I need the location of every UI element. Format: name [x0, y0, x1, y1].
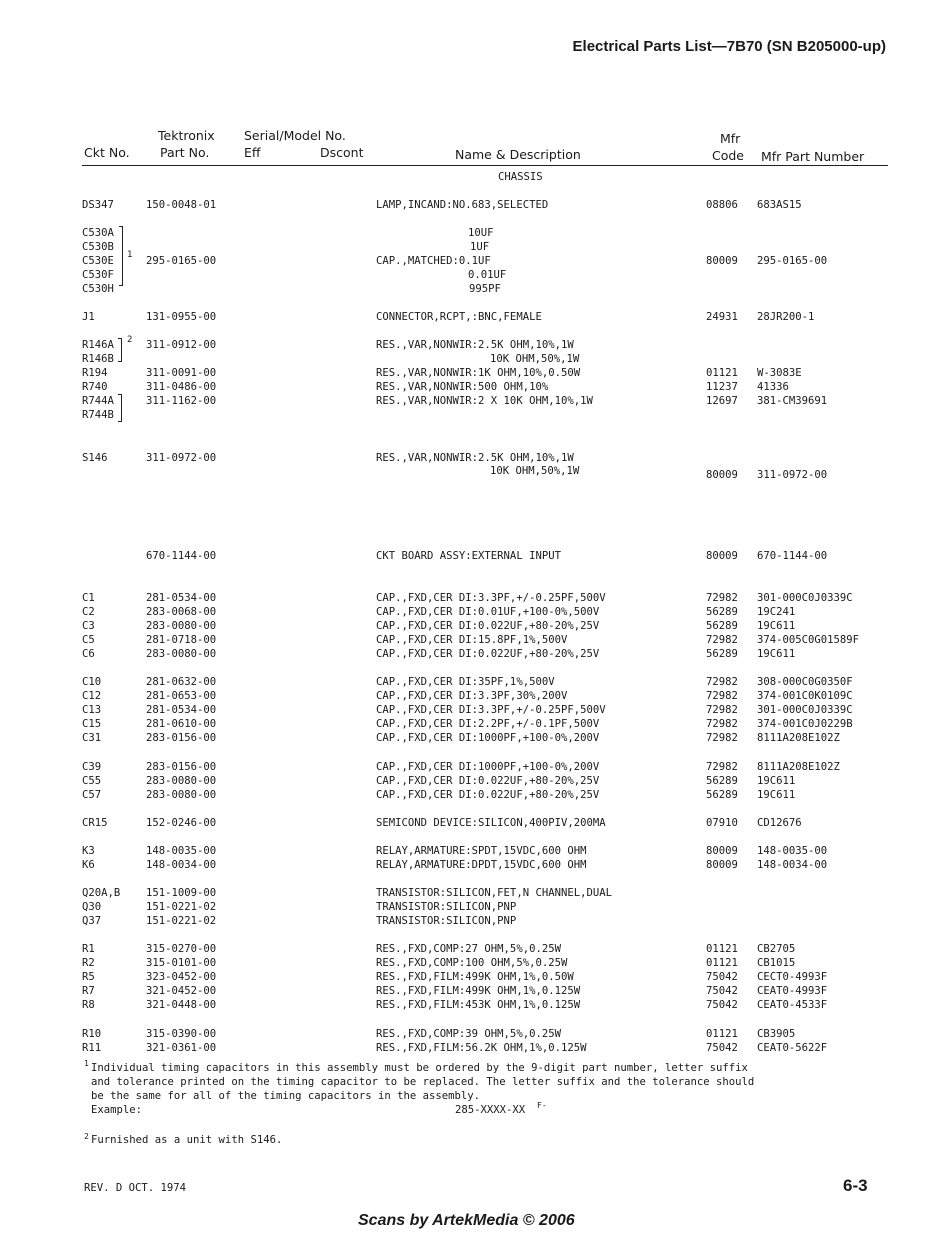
cell-desc: CAP.,FXD,CER DI:2.2PF,+/-0.1PF,500V [376, 718, 600, 730]
cell-mfrpn: CB3905 [757, 1028, 796, 1040]
c530-value: 995PF [469, 283, 501, 295]
cell-part: 283-0080-00 [146, 648, 217, 660]
col-dscont: Dscont [320, 145, 364, 160]
cell-part: 283-0080-00 [146, 789, 217, 801]
cell-mfrpn: 41336 [757, 381, 789, 393]
cell-ckt: C39 [82, 761, 102, 773]
c530-value: 1UF [470, 241, 490, 253]
cell-mfrpn: CEAT0-4533F [757, 999, 828, 1011]
cell-mfr: 72982 [706, 676, 738, 688]
footnote-2-mark: 2 [84, 1132, 89, 1141]
cell-mfrpn: 381-CM39691 [757, 395, 828, 407]
cell-desc: CAP.,FXD,CER DI:1000PF,+100-0%,200V [376, 732, 600, 744]
cell-ckt: R194 [82, 367, 108, 379]
cell-mfr: 75042 [706, 999, 738, 1011]
cell-mfrpn: 374-005C0G01589F [757, 634, 860, 646]
cell-part: 670-1144-00 [146, 550, 217, 562]
cell-mfr: 80009 [706, 845, 738, 857]
cell-mfr: 01121 [706, 367, 738, 379]
cell-mfrpn: 670-1144-00 [757, 550, 828, 562]
footnote-ref: 2 [127, 335, 133, 345]
cell-ckt: C13 [82, 704, 102, 716]
cell-ckt: C55 [82, 775, 102, 787]
cell-ckt: Q30 [82, 901, 102, 913]
footnote-ref: 1 [127, 250, 133, 260]
cell-ckt: K6 [82, 859, 95, 871]
cell-part: 321-0452-00 [146, 985, 217, 997]
cell-desc: RES.,FXD,FILM:499K OHM,1%,0.125W [376, 985, 581, 997]
cell-desc: RES.,VAR,NONWIR:2.5K OHM,10%,1W [376, 452, 574, 464]
cell-part: 321-0448-00 [146, 999, 217, 1011]
cell-mfrpn: 374-001C0J0229B [757, 718, 853, 730]
cell-mfr: 01121 [706, 943, 738, 955]
cell-mfrpn: CB2705 [757, 943, 796, 955]
cell-ckt: R8 [82, 999, 95, 1011]
cell-desc: TRANSISTOR:SILICON,PNP [376, 915, 517, 927]
cell-part: 150-0048-01 [146, 199, 217, 211]
cell-mfrpn: CECT0-4993F [757, 971, 828, 983]
cell-mfrpn: 148-0035-00 [757, 845, 828, 857]
cell-ckt: R146B [82, 353, 114, 365]
col-tektronix: Tektronix [158, 128, 215, 143]
cell-mfrpn: 8111A208E102Z [757, 761, 840, 773]
cell-ckt: C15 [82, 718, 102, 730]
cell-mfr: 24931 [706, 311, 738, 323]
cell-part: 281-0632-00 [146, 676, 217, 688]
cell-mfrpn: 301-000C0J0339C [757, 704, 853, 716]
cell-desc: CAP.,FXD,CER DI:0.022UF,+80-20%,25V [376, 648, 600, 660]
cell-desc: CAP.,FXD,CER DI:15.8PF,1%,500V [376, 634, 568, 646]
cell-ckt: R146A [82, 339, 114, 351]
cell-part: 323-0452-00 [146, 971, 217, 983]
cell-ckt: R1 [82, 943, 95, 955]
c530-value: 10UF [468, 227, 494, 239]
cell-ckt: R5 [82, 971, 95, 983]
page-number: 6-3 [843, 1176, 868, 1195]
cell-part: 281-0534-00 [146, 592, 217, 604]
cell-desc: RES.,VAR,NONWIR:2 X 10K OHM,10%,1W [376, 395, 593, 407]
cell-part: 283-0156-00 [146, 761, 217, 773]
cell-ckt: C530E [82, 255, 114, 267]
cell-ckt: CR15 [82, 817, 108, 829]
cell-desc: RES.,VAR,NONWIR:500 OHM,10% [376, 381, 549, 393]
cell-part: 311-0912-00 [146, 339, 217, 351]
cell-part: 283-0156-00 [146, 732, 217, 744]
revision-date: REV. D OCT. 1974 [84, 1182, 187, 1194]
cell-mfrpn: CEAT0-4993F [757, 985, 828, 997]
cell-part: 311-0972-00 [146, 452, 217, 464]
c530-bracket [119, 226, 123, 286]
cell-ckt: R744A [82, 395, 114, 407]
cell-desc: RES.,VAR,NONWIR:1K OHM,10%,0.50W [376, 367, 581, 379]
cell-mfr: 80009 [706, 469, 738, 481]
cell-ckt: C530A [82, 227, 114, 239]
cell-part: 311-1162-00 [146, 395, 217, 407]
cell-ckt: C3 [82, 620, 95, 632]
cell-ckt: C12 [82, 690, 102, 702]
cell-desc: RES.,FXD,COMP:39 OHM,5%,0.25W [376, 1028, 561, 1040]
cell-desc: CKT BOARD ASSY:EXTERNAL INPUT [376, 550, 561, 562]
cell-part: 295-0165-00 [146, 255, 217, 267]
c530-value: 0.01UF [468, 269, 507, 281]
footnote-1-line: Individual timing capacitors in this assembly must be ordered by the 9-digit part number, letter suffix [91, 1062, 748, 1074]
cell-ckt: J1 [82, 311, 95, 323]
cell-mfr: 72982 [706, 690, 738, 702]
cell-desc: CAP.,FXD,CER DI:3.3PF,+/-0.25PF,500V [376, 704, 606, 716]
col-ckt-no: Ckt No. [84, 145, 130, 160]
cell-desc: CAP.,FXD,CER DI:0.022UF,+80-20%,25V [376, 775, 600, 787]
cell-mfr: 01121 [706, 957, 738, 969]
example-suffix: F- [537, 1101, 547, 1110]
cell-mfr: 56289 [706, 648, 738, 660]
cell-desc: RELAY,ARMATURE:DPDT,15VDC,600 OHM [376, 859, 587, 871]
cell-part: 131-0955-00 [146, 311, 217, 323]
footnote-1-line: be the same for all of the timing capacitors in the assembly. [91, 1090, 481, 1102]
col-eff: Eff [244, 145, 261, 160]
example-value: 285-XXXX-XX [455, 1104, 526, 1116]
cell-desc: CAP.,FXD,CER DI:0.022UF,+80-20%,25V [376, 620, 600, 632]
cell-ckt: C5 [82, 634, 95, 646]
cell-part: 315-0101-00 [146, 957, 217, 969]
cell-mfr: 72982 [706, 761, 738, 773]
cell-mfrpn: 19C611 [757, 775, 796, 787]
cell-ckt: C530F [82, 269, 114, 281]
cell-mfrpn: 19C241 [757, 606, 796, 618]
cell-desc: CONNECTOR,RCPT,:BNC,FEMALE [376, 311, 542, 323]
cell-ckt: C2 [82, 606, 95, 618]
cell-mfr: 56289 [706, 620, 738, 632]
cell-desc: RES.,FXD,COMP:100 OHM,5%,0.25W [376, 957, 568, 969]
r744-bracket [118, 394, 122, 422]
header-rule [82, 165, 888, 166]
cell-part: 315-0390-00 [146, 1028, 217, 1040]
col-part-no: Part No. [160, 145, 210, 160]
cell-mfrpn: W-3083E [757, 367, 802, 379]
cell-mfrpn: 374-001C0K0109C [757, 690, 853, 702]
cell-part: 283-0080-00 [146, 620, 217, 632]
cell-desc: CAP.,FXD,CER DI:35PF,1%,500V [376, 676, 555, 688]
col-mfr-part-number: Mfr Part Number [761, 149, 865, 164]
cell-part: 148-0035-00 [146, 845, 217, 857]
footnote-1-mark: 1 [84, 1059, 89, 1068]
cell-part: 315-0270-00 [146, 943, 217, 955]
cell-part: 151-1009-00 [146, 887, 217, 899]
cell-ckt: R11 [82, 1042, 102, 1054]
cell-desc: RES.,VAR,NONWIR:2.5K OHM,10%,1W [376, 339, 574, 351]
section-title: CHASSIS [498, 171, 543, 183]
cell-desc: CAP.,FXD,CER DI:3.3PF,+/-0.25PF,500V [376, 592, 606, 604]
cell-mfr: 11237 [706, 381, 738, 393]
cell-desc: TRANSISTOR:SILICON,PNP [376, 901, 517, 913]
cell-mfr: 80009 [706, 859, 738, 871]
cell-mfr: 75042 [706, 1042, 738, 1054]
cell-mfrpn: CD12676 [757, 817, 802, 829]
cell-part: 151-0221-02 [146, 901, 217, 913]
cell-part: 283-0068-00 [146, 606, 217, 618]
cell-desc: CAP.,MATCHED:0.1UF [376, 255, 491, 267]
footnote-1-line: and tolerance printed on the timing capacitor to be replaced. The letter suffix and the tolerance should [91, 1076, 755, 1088]
cell-ckt: C530H [82, 283, 114, 295]
col-name-desc: Name & Description [455, 147, 581, 162]
cell-desc: CAP.,FXD,CER DI:3.3PF,30%,200V [376, 690, 568, 702]
cell-mfr: 72982 [706, 634, 738, 646]
cell-mfr: 56289 [706, 789, 738, 801]
cell-ckt: R740 [82, 381, 108, 393]
cell-mfr: 72982 [706, 704, 738, 716]
cell-desc: RES.,FXD,FILM:56.2K OHM,1%,0.125W [376, 1042, 587, 1054]
cell-mfrpn: 19C611 [757, 789, 796, 801]
cell-mfr: 12697 [706, 395, 738, 407]
cell-mfrpn: 308-000C0G0350F [757, 676, 853, 688]
cell-mfr: 75042 [706, 985, 738, 997]
col-code: Code [712, 148, 745, 163]
col-serial-model: Serial/Model No. [244, 128, 346, 143]
cell-mfr: 07910 [706, 817, 738, 829]
cell-ckt: C31 [82, 732, 102, 744]
r146-bracket [118, 338, 122, 362]
cell-desc: RES.,FXD,COMP:27 OHM,5%,0.25W [376, 943, 561, 955]
cell-mfrpn: 295-0165-00 [757, 255, 828, 267]
cell-ckt: R10 [82, 1028, 102, 1040]
cell-part: 152-0246-00 [146, 817, 217, 829]
cell-desc: RES.,FXD,FILM:499K OHM,1%,0.50W [376, 971, 574, 983]
cell-mfr: 75042 [706, 971, 738, 983]
cell-ckt: Q20A,B [82, 887, 121, 899]
cell-mfrpn: 148-0034-00 [757, 859, 828, 871]
scan-credit: Scans by ArtekMedia © 2006 [358, 1212, 575, 1229]
page-title: Electrical Parts List—7B70 (SN B205000-up) [572, 38, 886, 55]
cell-part: 281-0610-00 [146, 718, 217, 730]
s146-description: 10K OHM,50%,1W [490, 465, 580, 477]
cell-mfrpn: 19C611 [757, 648, 796, 660]
cell-desc: CAP.,FXD,CER DI:0.01UF,+100-0%,500V [376, 606, 600, 618]
cell-part: 151-0221-02 [146, 915, 217, 927]
cell-ckt: C57 [82, 789, 102, 801]
cell-mfrpn: 8111A208E102Z [757, 732, 840, 744]
cell-part: 311-0486-00 [146, 381, 217, 393]
cell-desc: LAMP,INCAND:NO.683,SELECTED [376, 199, 549, 211]
cell-desc: TRANSISTOR:SILICON,FET,N CHANNEL,DUAL [376, 887, 612, 899]
cell-mfrpn: CEAT0-5622F [757, 1042, 828, 1054]
cell-desc: RES.,FXD,FILM:453K OHM,1%,0.125W [376, 999, 581, 1011]
cell-ckt: R2 [82, 957, 95, 969]
example-label: Example: [91, 1104, 143, 1116]
cell-ckt: Q37 [82, 915, 102, 927]
cell-ckt: R7 [82, 985, 95, 997]
cell-mfrpn: 28JR200-1 [757, 311, 815, 323]
cell-mfrpn: 19C611 [757, 620, 796, 632]
cell-ckt: C6 [82, 648, 95, 660]
r146b-description: 10K OHM,50%,1W [490, 353, 580, 365]
cell-ckt: S146 [82, 452, 108, 464]
col-mfr: Mfr [720, 131, 741, 146]
cell-ckt: C10 [82, 676, 102, 688]
cell-ckt: R744B [82, 409, 114, 421]
cell-ckt: C530B [82, 241, 114, 253]
cell-part: 281-0718-00 [146, 634, 217, 646]
cell-part: 281-0653-00 [146, 690, 217, 702]
cell-part: 321-0361-00 [146, 1042, 217, 1054]
cell-desc: CAP.,FXD,CER DI:0.022UF,+80-20%,25V [376, 789, 600, 801]
cell-mfrpn: 683AS15 [757, 199, 802, 211]
cell-mfrpn: CB1015 [757, 957, 796, 969]
cell-mfr: 72982 [706, 732, 738, 744]
cell-ckt: DS347 [82, 199, 114, 211]
cell-mfr: 72982 [706, 718, 738, 730]
cell-mfr: 80009 [706, 550, 738, 562]
cell-part: 148-0034-00 [146, 859, 217, 871]
cell-desc: CAP.,FXD,CER DI:1000PF,+100-0%,200V [376, 761, 600, 773]
cell-mfr: 80009 [706, 255, 738, 267]
cell-mfr: 56289 [706, 775, 738, 787]
cell-part: 311-0091-00 [146, 367, 217, 379]
cell-ckt: C1 [82, 592, 95, 604]
footnote-2-text: Furnished as a unit with S146. [91, 1134, 283, 1146]
cell-part: 283-0080-00 [146, 775, 217, 787]
cell-mfr: 01121 [706, 1028, 738, 1040]
cell-desc: SEMICOND DEVICE:SILICON,400PIV,200MA [376, 817, 606, 829]
cell-mfr: 08806 [706, 199, 738, 211]
cell-mfr: 56289 [706, 606, 738, 618]
cell-desc: RELAY,ARMATURE:SPDT,15VDC,600 OHM [376, 845, 587, 857]
cell-mfrpn: 301-000C0J0339C [757, 592, 853, 604]
cell-mfrpn: 311-0972-00 [757, 469, 828, 481]
cell-mfr: 72982 [706, 592, 738, 604]
cell-part: 281-0534-00 [146, 704, 217, 716]
cell-ckt: K3 [82, 845, 95, 857]
